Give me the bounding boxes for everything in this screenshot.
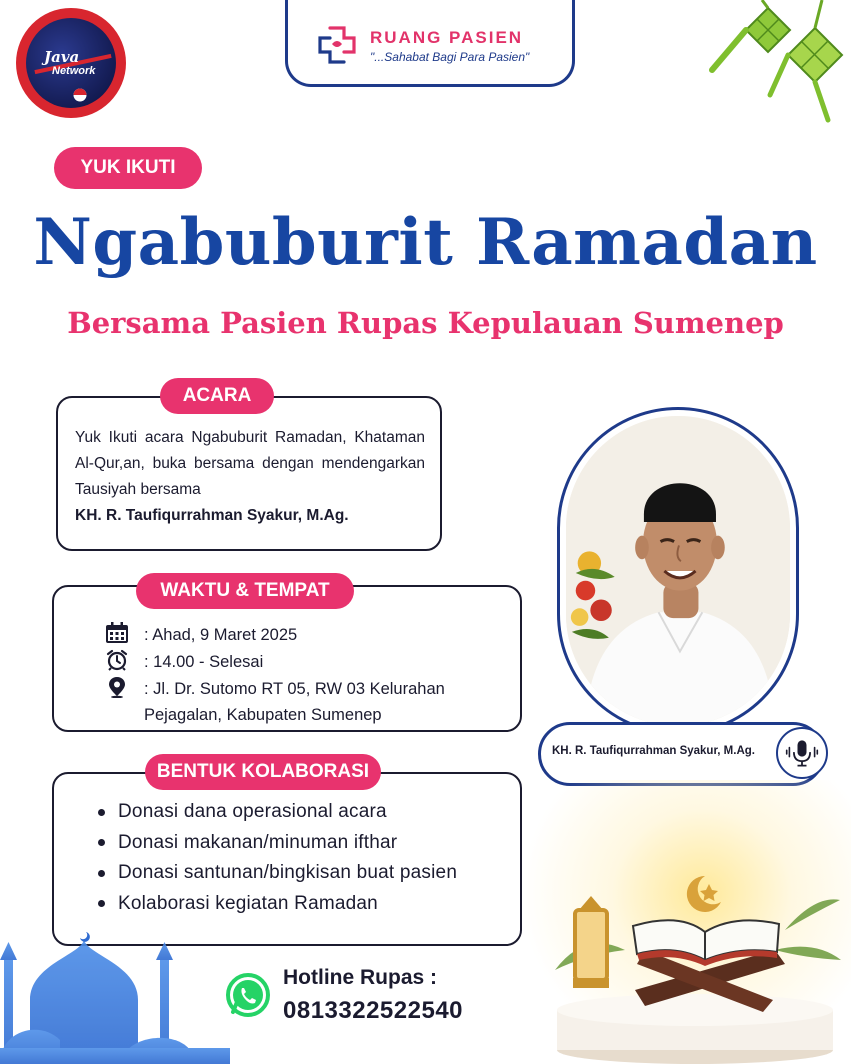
event-title: Ngabuburit Ramadan — [33, 205, 818, 280]
list-item: Donasi dana operasional acara — [98, 797, 457, 828]
event-date: : Ahad, 9 Maret 2025 — [144, 626, 298, 644]
hotline-label: Hotline Rupas : — [283, 966, 438, 989]
whatsapp-icon — [225, 972, 271, 1018]
flag-icon — [70, 88, 90, 102]
waktu-label: WAKTU & TEMPAT — [136, 573, 354, 609]
quran-lantern-decoration-icon — [545, 860, 851, 1064]
event-place — [144, 676, 445, 728]
mosque-silhouette-icon — [0, 930, 230, 1064]
speaker-illustration — [566, 416, 790, 726]
ruang-pasien-logo-icon — [316, 24, 358, 66]
java-network-logo — [16, 8, 126, 118]
microphone-badge — [776, 727, 828, 779]
place-row — [104, 676, 445, 728]
list-item: Donasi santunan/bingkisan buat pasien — [98, 858, 457, 889]
brand-name: RUANG PASIEN — [370, 28, 524, 47]
microphone-icon — [784, 735, 820, 771]
alarm-clock-icon — [104, 649, 130, 671]
speaker-caption: KH. R. Taufiqurrahman Syakur, M.Ag. — [552, 745, 755, 757]
place-line-1: : Jl. Dr. Sutomo RT 05, RW 03 Kelurahan — [144, 680, 445, 698]
speaker-photo — [566, 416, 790, 726]
list-item: Donasi makanan/minuman ifthar — [98, 828, 457, 859]
date-row — [104, 622, 297, 648]
ketupat-decoration-icon — [700, 0, 851, 125]
brand-tagline: "...Sahabat Bagi Para Pasien" — [370, 50, 530, 64]
kolaborasi-label: BENTUK KOLABORASI — [145, 754, 381, 790]
time-row — [104, 649, 263, 675]
kolaborasi-list — [98, 797, 457, 919]
speaker-portrait-frame — [557, 407, 799, 735]
place-line-2: Pejagalan, Kabupaten Sumenep — [144, 706, 382, 724]
acara-label: ACARA — [160, 378, 274, 414]
event-subtitle: Bersama Pasien Rupas Kepulauan Sumenep — [67, 306, 784, 340]
event-time: : 14.00 - Selesai — [144, 653, 264, 671]
logo-network-text: Network — [52, 65, 96, 77]
location-pin-icon — [104, 676, 130, 698]
logo-java-text: Java — [44, 48, 80, 66]
list-item: Kolaborasi kegiatan Ramadan — [98, 889, 457, 920]
acara-text: Yuk Ikuti acara Ngabuburit Ramadan, Khataman Al-Qur,an, buka bersama dengan mendengarkan Tausiyah bersama — [75, 429, 425, 498]
hotline-number[interactable]: 0813322522540 — [283, 997, 464, 1024]
invite-badge: YUK IKUTI — [54, 147, 202, 189]
acara-description — [75, 425, 425, 529]
acara-speaker: KH. R. Taufiqurrahman Syakur, M.Ag. — [75, 507, 349, 524]
calendar-icon — [104, 622, 130, 644]
